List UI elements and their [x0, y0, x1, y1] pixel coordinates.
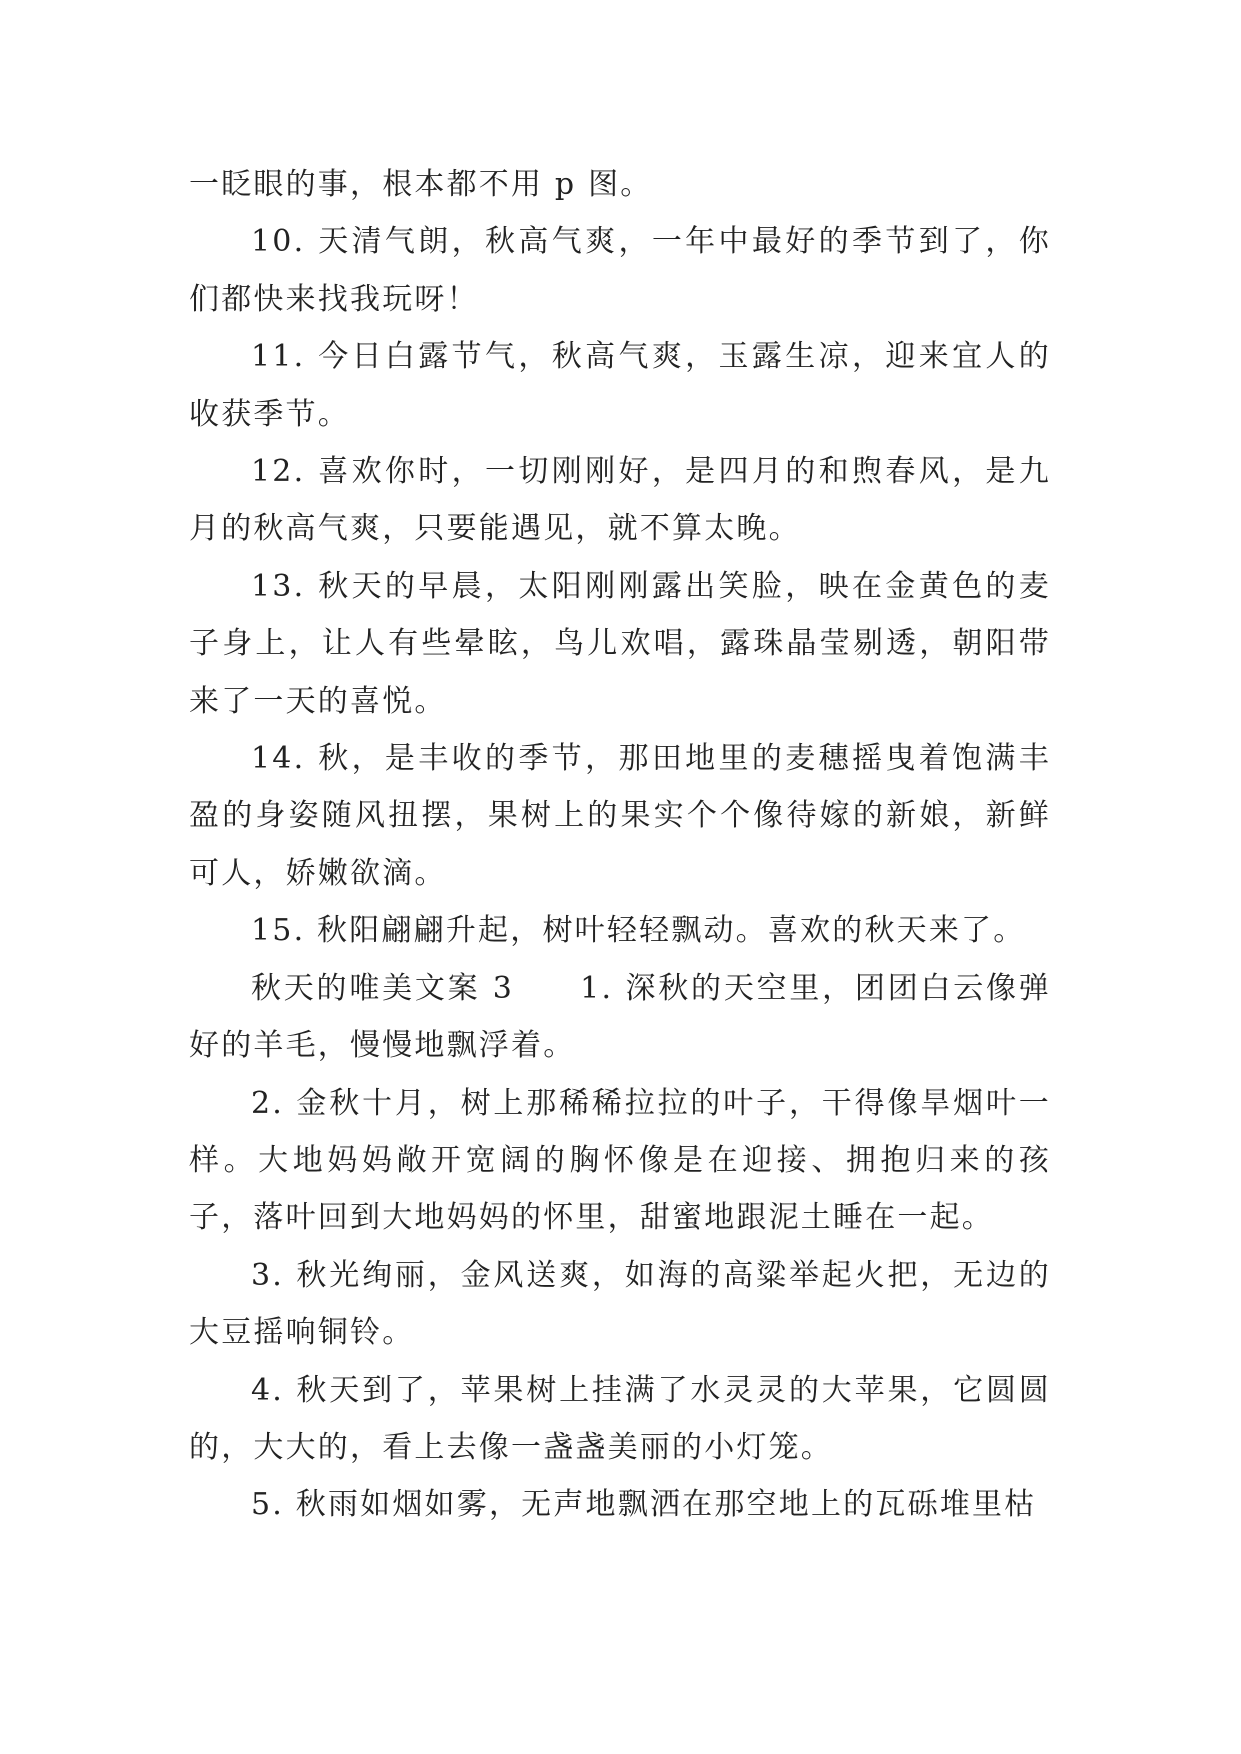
section-heading-paragraph: 秋天的唯美文案 3 1. 深秋的天空里，团团白云像弹好的羊毛，慢慢地飘浮着。	[189, 970, 1051, 1064]
paragraph-item-12: 12. 喜欢你时，一切刚刚好，是四月的和煦春风，是九月的秋高气爽，只要能遇见，就不算太晚。	[189, 454, 1051, 547]
paragraph-item-14: 14. 秋，是丰收的季节，那田地里的麦穗摇曳着饱满丰盈的身姿随风扭摆，果树上的果实个个像待嫁的新娘，新鲜可人，娇嫩欲滴。	[189, 741, 1051, 891]
paragraph-item-11: 11. 今日白露节气，秋高气爽，玉露生凉，迎来宜人的收获季节。	[189, 339, 1051, 432]
paragraph-item-13: 13. 秋天的早晨，太阳刚刚露出笑脸，映在金黄色的麦子身上，让人有些晕眩，鸟儿欢唱，露珠晶莹剔透，朝阳带来了一天的喜悦。	[189, 568, 1051, 719]
paragraph-continuation: 一眨眼的事，根本都不用 p 图。	[189, 167, 653, 202]
paragraph-item-2: 2. 金秋十月，树上那稀稀拉拉的叶子，干得像旱烟叶一样。大地妈妈敞开宽阔的胸怀像是在迎接、拥抱归来的孩子，落叶回到大地妈妈的怀里，甜蜜地跟泥土睡在一起。	[189, 1085, 1051, 1236]
paragraph-item-15: 15. 秋阳翩翩升起，树叶轻轻飘动。喜欢的秋天来了。	[251, 913, 1026, 949]
paragraph-item-10: 10. 天清气朗，秋高气爽，一年中最好的季节到了，你们都快来找我玩呀！	[189, 224, 1051, 317]
document-body	[189, 156, 1051, 1534]
paragraph-item-3: 3. 秋光绚丽，金风送爽，如海的高粱举起火把，无边的大豆摇响铜铃。	[189, 1257, 1051, 1351]
paragraph-item-4: 4. 秋天到了，苹果树上挂满了水灵灵的大苹果，它圆圆的，大大的，看上去像一盏盏美丽的小灯笼。	[189, 1372, 1051, 1465]
paragraph-item-5: 5. 秋雨如烟如雾，无声地飘洒在那空地上的瓦砾堆里枯	[251, 1487, 1037, 1523]
